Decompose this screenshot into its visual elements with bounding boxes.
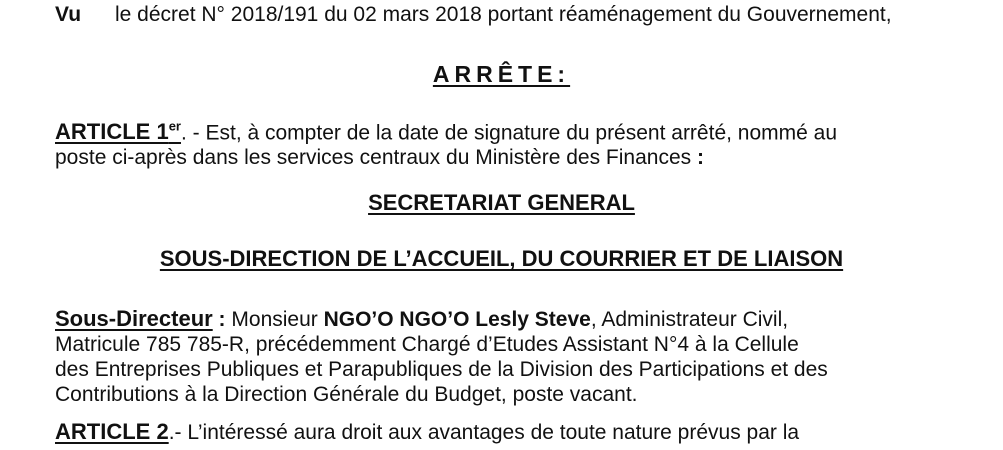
article-1-line-1 xyxy=(55,114,930,145)
arrete-title: ARRÊTE: xyxy=(432,61,571,87)
article-2-label: ARTICLE 2 xyxy=(55,419,169,444)
appointment-sep: : xyxy=(212,308,232,331)
appointment-paragraph xyxy=(55,306,930,407)
vu-keyword: Vu xyxy=(55,3,82,26)
article-2 xyxy=(55,419,930,445)
appointment-line-2: Matricule 785 785-R, précédemment Chargé d’Etudes Assistant N°4 à la Cellule xyxy=(55,333,799,356)
appointment-line-1 xyxy=(55,306,930,332)
appointment-label: Sous-Directeur xyxy=(55,306,213,331)
article-2-text: .- L’intéressé aura droit aux avantages de toute nature prévus par la xyxy=(168,421,800,444)
article-1-label-sup: er xyxy=(168,119,181,134)
article-1-colon: : xyxy=(691,146,704,170)
article-1-line-2 xyxy=(55,145,930,170)
article-1-label-text: ARTICLE 1 xyxy=(55,119,169,145)
appointee-name: NGO’O NGO’O Lesly Steve xyxy=(323,308,591,331)
appointment-text-1: , Administrateur Civil, xyxy=(590,308,789,331)
heading-sous-direction: SOUS-DIRECTION DE L’ACCUEIL, DU COURRIER ET DE LIAISON xyxy=(159,246,844,271)
article-1-label xyxy=(55,119,181,144)
arrete-heading xyxy=(0,62,1003,87)
vu-clause xyxy=(55,2,892,27)
appointment-line-4: Contributions à la Direction Générale du Budget, poste vacant. xyxy=(55,383,638,406)
article-1 xyxy=(55,114,930,170)
article-1-text-2: poste ci-après dans les services centraux du Ministère des Finances xyxy=(55,146,692,170)
heading-secretariat-general: SECRETARIAT GENERAL xyxy=(368,190,635,215)
appointment-prefix: Monsieur xyxy=(231,308,324,331)
article-1-text-1: . - Est, à compter de la date de signature du présent arrêté, nommé au xyxy=(180,121,838,145)
appointment-line-3: des Entreprises Publiques et Parapubliques de la Division des Participations et des xyxy=(55,358,828,381)
vu-text: le décret N° 2018/191 du 02 mars 2018 portant réaménagement du Gouvernement, xyxy=(115,3,892,26)
